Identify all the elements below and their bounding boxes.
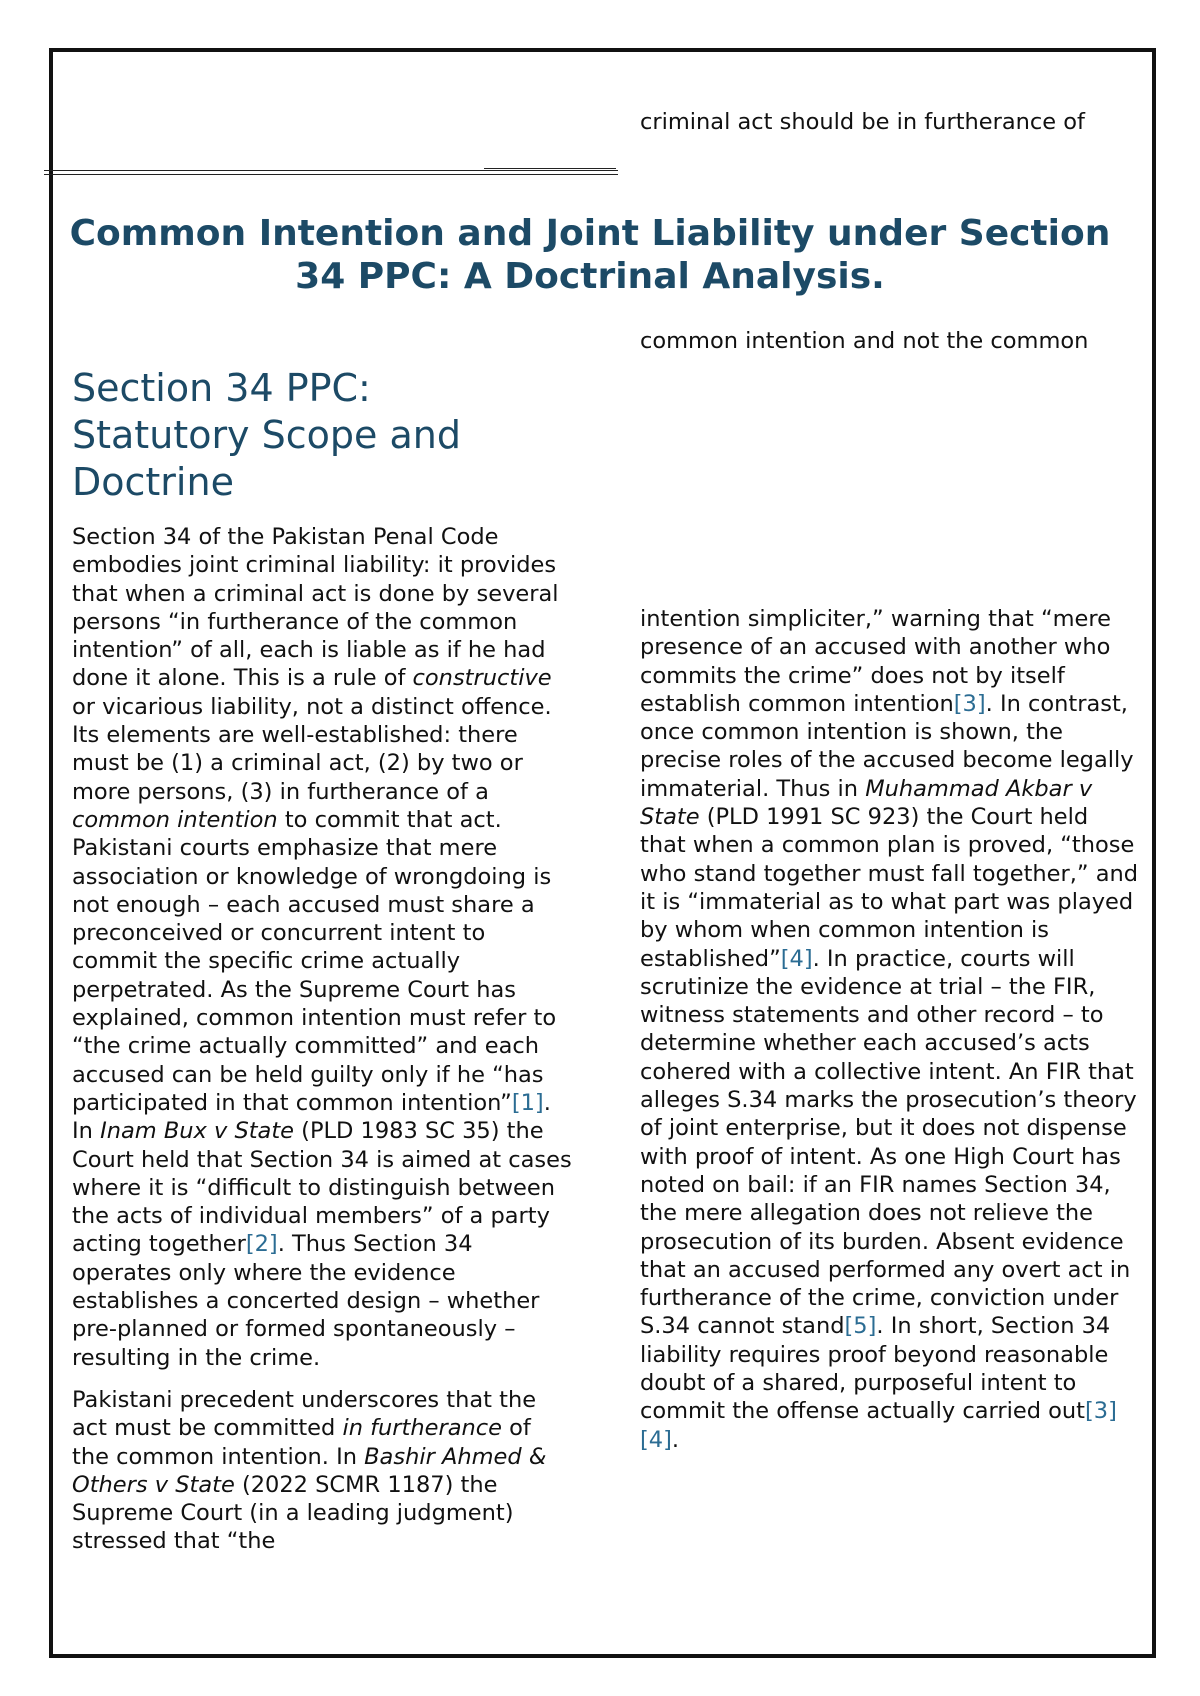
separator-line-1 [44, 170, 618, 171]
citation-link[interactable]: [2] [245, 1231, 278, 1258]
section-heading: Section 34 PPC: Statutory Scope and Doctrine [72, 366, 461, 504]
left-column [72, 523, 572, 1556]
right-column [640, 605, 1140, 1454]
citation-link[interactable]: [5] [844, 1313, 877, 1340]
header-fragment-middle: common intention and not the common [640, 328, 1089, 354]
separator-line-2 [44, 174, 618, 175]
citation-link[interactable]: [1] [511, 1089, 544, 1116]
paragraph-3: intention simpliciter,” warning that “mere presence of an accused with another who commits the crime” does not by itself establish common intention[3]. In contrast, once common intention is shown, the precise roles of the accused become legally immaterial. Thus in Muhammad Akbar v State (PLD 1991 SC 923) the Court held that when a common plan is proved, “those who stand together must fall together,” and it is “immaterial as to what part was played by whom when common intention is established”[4]. In practice, courts will scrutinize the evidence at trial – the FIR, witness statements and other record – to determine whether each accused’s acts cohered with a collective intent. An FIR that alleges S.34 marks the prosecution’s theory of joint enterprise, but it does not dispense with proof of intent. As one High Court has noted on bail: if an FIR names Section 34, the mere allegation does not relieve the prosecution of its burden. Absent evidence that an accused performed any overt act in furtherance of the crime, conviction under S.34 cannot stand[5]. In short, Section 34 liability requires proof beyond reasonable doubt of a shared, purposeful intent to commit the offense actually carried out[3][4]. [640, 606, 1139, 1453]
separator-line-3 [484, 168, 616, 169]
citation-link[interactable]: [4] [780, 945, 813, 972]
paragraph-2: Pakistani precedent underscores that the act must be committed in furtherance of the common intention. In Bashir Ahmed & Others v State (2022 SCMR 1187) the Supreme Court (in a leading judgment) stressed that “the [72, 1386, 547, 1555]
citation-link[interactable]: [3] [953, 690, 986, 717]
citation-link[interactable]: [4] [640, 1426, 672, 1453]
citation-link[interactable]: [3] [1085, 1398, 1117, 1425]
document-title: Common Intention and Joint Liability under Section 34 PPC: A Doctrinal Analysis. [69, 213, 1111, 297]
paragraph-1: Section 34 of the Pakistan Penal Code embodies joint criminal liability: it provides that when a criminal act is done by several persons “in furtherance of the common intention” of all, each is liable as if he had done it alone. This is a rule of constructive or vicarious liability, not a distinct offence. Its elements are well-established: there must be (1) a criminal act, (2) by two or more persons, (3) in furtherance of a common intention to commit that act. Pakistani courts emphasize that mere association or knowledge of wrongdoing is not enough – each accused must share a preconceived or concurrent intent to commit the specific crime actually perpetrated. As the Supreme Court has explained, common intention must refer to “the crime actually committed” and each accused can be held guilty only if he “has participated in that common intention”[1]. In Inam Bux v State (PLD 1983 SC 35) the Court held that Section 34 is aimed at cases where it is “difficult to distinguish between the acts of individual members” of a party acting together[2]. Thus Section 34 operates only where the evidence establishes a concerted design – whether pre-planned or formed spontaneously – resulting in the crime. [72, 524, 572, 1371]
header-fragment-top: criminal act should be in furtherance of [640, 109, 1085, 135]
